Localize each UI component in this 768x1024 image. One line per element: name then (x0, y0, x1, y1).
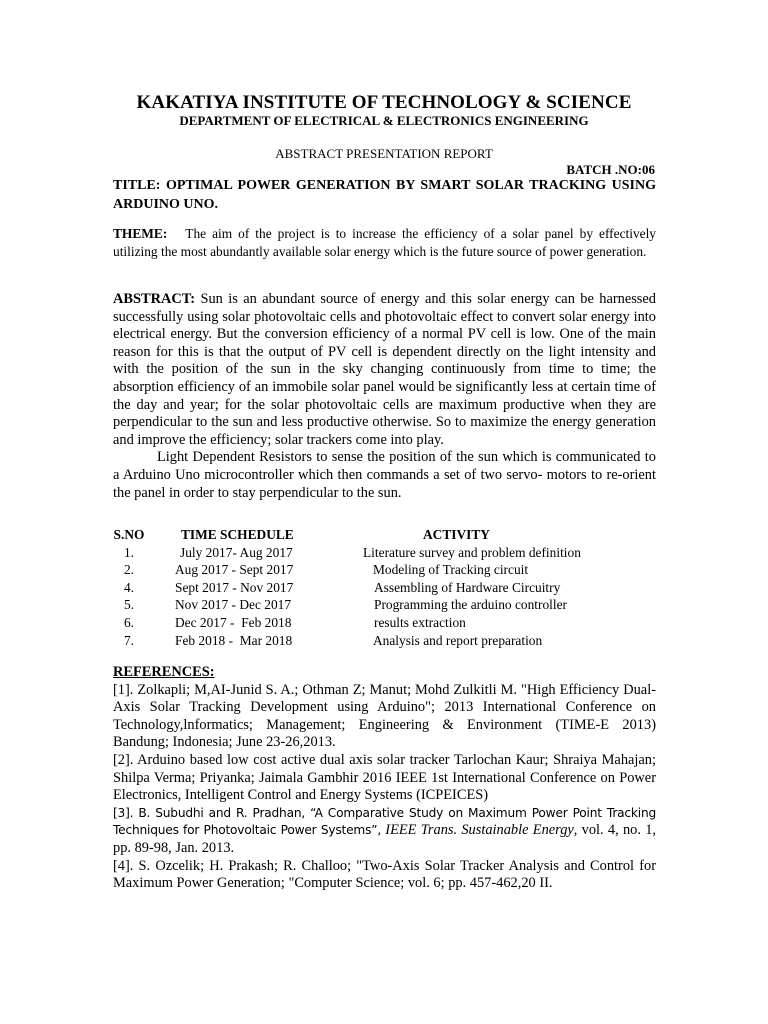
table-row (113, 561, 673, 579)
row-sno: 4. (123, 579, 135, 595)
row-activity: Analysis and report preparation (373, 632, 543, 648)
batch-number: BATCH .NO:06 (566, 162, 655, 177)
abstract-text-1: Sun is an abundant source of energy and this solar energy can be harnessed successfully using solar photovoltaic cells and photovoltaic effect to convert solar energy into electrical energy. But the conversion efficiency of a normal PV cell is low. One of the main reason for this is that the output of PV cell is dependent directly on the light intensity and with the position of the sun in the sky changing continuously from time to time; the absorption efficiency of an immobile solar panel would be significantly less at certain time of the day and year; for the solar photovoltaic cells are maximum productive when they are perpendicular to the sun and less productive otherwise. So to maximize the energy generation and improve the efficiency; solar trackers come into play. (113, 291, 656, 448)
row-sno: 5. (123, 597, 135, 613)
reference-2: [2]. Arduino based low cost active dual axis solar tracker Tarlochan Kaur; Shraiya Mahajan; Shilpa Verma; Priyanka; Jaimala Gambhir 2016 IEEE 1st International Conference on Power Electronics, Intelligent Control and Energy Systems (ICPEICES) (113, 751, 656, 804)
table-row (113, 596, 673, 614)
reference-3-main: [3]. B. Subudhi and R. Pradhan, “A Comparative Study on Maximum Power Point Tracking Techniques for Photovoltaic Power Systems”, (113, 805, 656, 838)
abstract-section (113, 291, 656, 502)
reference-3-journal: IEEE Trans. Sustainable Energy (385, 822, 574, 839)
row-sno: 2. (123, 562, 135, 578)
header-sno: S.NO (113, 527, 145, 542)
header-time: TIME SCHEDULE (181, 527, 294, 542)
table-row (113, 614, 673, 632)
references-section (113, 664, 656, 893)
row-activity: Modeling of Tracking circuit (373, 562, 529, 578)
row-sno: 6. (123, 614, 135, 630)
reference-4: [4]. S. Ozcelik; H. Prakash; R. Challoo; "Two-Axis Solar Tracker Analysis and Control for Maximum Power Generation; "Computer Science; vol. 6; pp. 457-462,20 II. (113, 857, 656, 892)
table-row (113, 632, 673, 650)
project-title: TITLE: OPTIMAL POWER GENERATION BY SMART SOLAR TRACKING USING ARDUINO UNO. (113, 178, 656, 212)
row-activity: Assembling of Hardware Circuitry (374, 579, 561, 595)
row-sno: 1. (123, 544, 135, 560)
table-row (113, 544, 673, 562)
row-sno: 7. (123, 632, 135, 648)
theme-label: THEME: (113, 226, 168, 241)
abstract-paragraph-1 (113, 291, 656, 449)
row-time: Nov 2017 - Dec 2017 (175, 597, 292, 613)
reference-3 (113, 805, 656, 858)
schedule-table (113, 526, 673, 649)
schedule-header-row (113, 526, 673, 544)
report-type: ABSTRACT PRESENTATION REPORT (275, 146, 493, 161)
theme-section (113, 225, 656, 260)
department-title: DEPARTMENT OF ELECTRICAL & ELECTRONICS ENGINEERING (179, 113, 589, 128)
table-row (113, 579, 673, 597)
institute-title: KAKATIYA INSTITUTE OF TECHNOLOGY & SCIENCE (136, 92, 632, 113)
row-activity: results extraction (374, 614, 466, 630)
reference-3-tail: , vol. 4, no. 1, pp. 89-98, Jan. 2013. (113, 822, 656, 856)
row-time: Dec 2017 - Feb 2018 (175, 614, 292, 630)
header-activity: ACTIVITY (423, 527, 490, 542)
abstract-paragraph-2: Light Dependent Resistors to sense the position of the sun which is communicated to a Arduino Uno microcontroller which then commands a set of two servo- motors to re-orient the panel in order to stay perpendicular to the sun. (113, 449, 656, 501)
reference-1: [1]. Zolkapli; M,AI-Junid S. A.; Othman Z; Manut; Mohd Zulkitli M. "High Efficiency Dual-Axis Solar Tracking Development using Arduino"; 2013 International Conference on Technology,lnformatics; Management; Engineering & Environment (TIME-E 2013) Bandung; Indonesia; June 23-26,2013. (113, 681, 656, 751)
row-activity: Programming the arduino controller (374, 597, 568, 613)
row-activity: Literature survey and problem definition (363, 544, 581, 560)
row-time: July 2017- Aug 2017 (180, 544, 293, 560)
row-time: Feb 2018 - Mar 2018 (175, 632, 293, 648)
abstract-label: ABSTRACT: (113, 291, 196, 307)
row-time: Aug 2017 - Sept 2017 (175, 562, 294, 578)
theme-text: The aim of the project is to increase the efficiency of a solar panel by effectively utilizing the most abundantly available solar energy which is the future source of power generation. (113, 226, 657, 259)
references-title: REFERENCES: (113, 664, 215, 680)
row-time: Sept 2017 - Nov 2017 (175, 579, 294, 595)
